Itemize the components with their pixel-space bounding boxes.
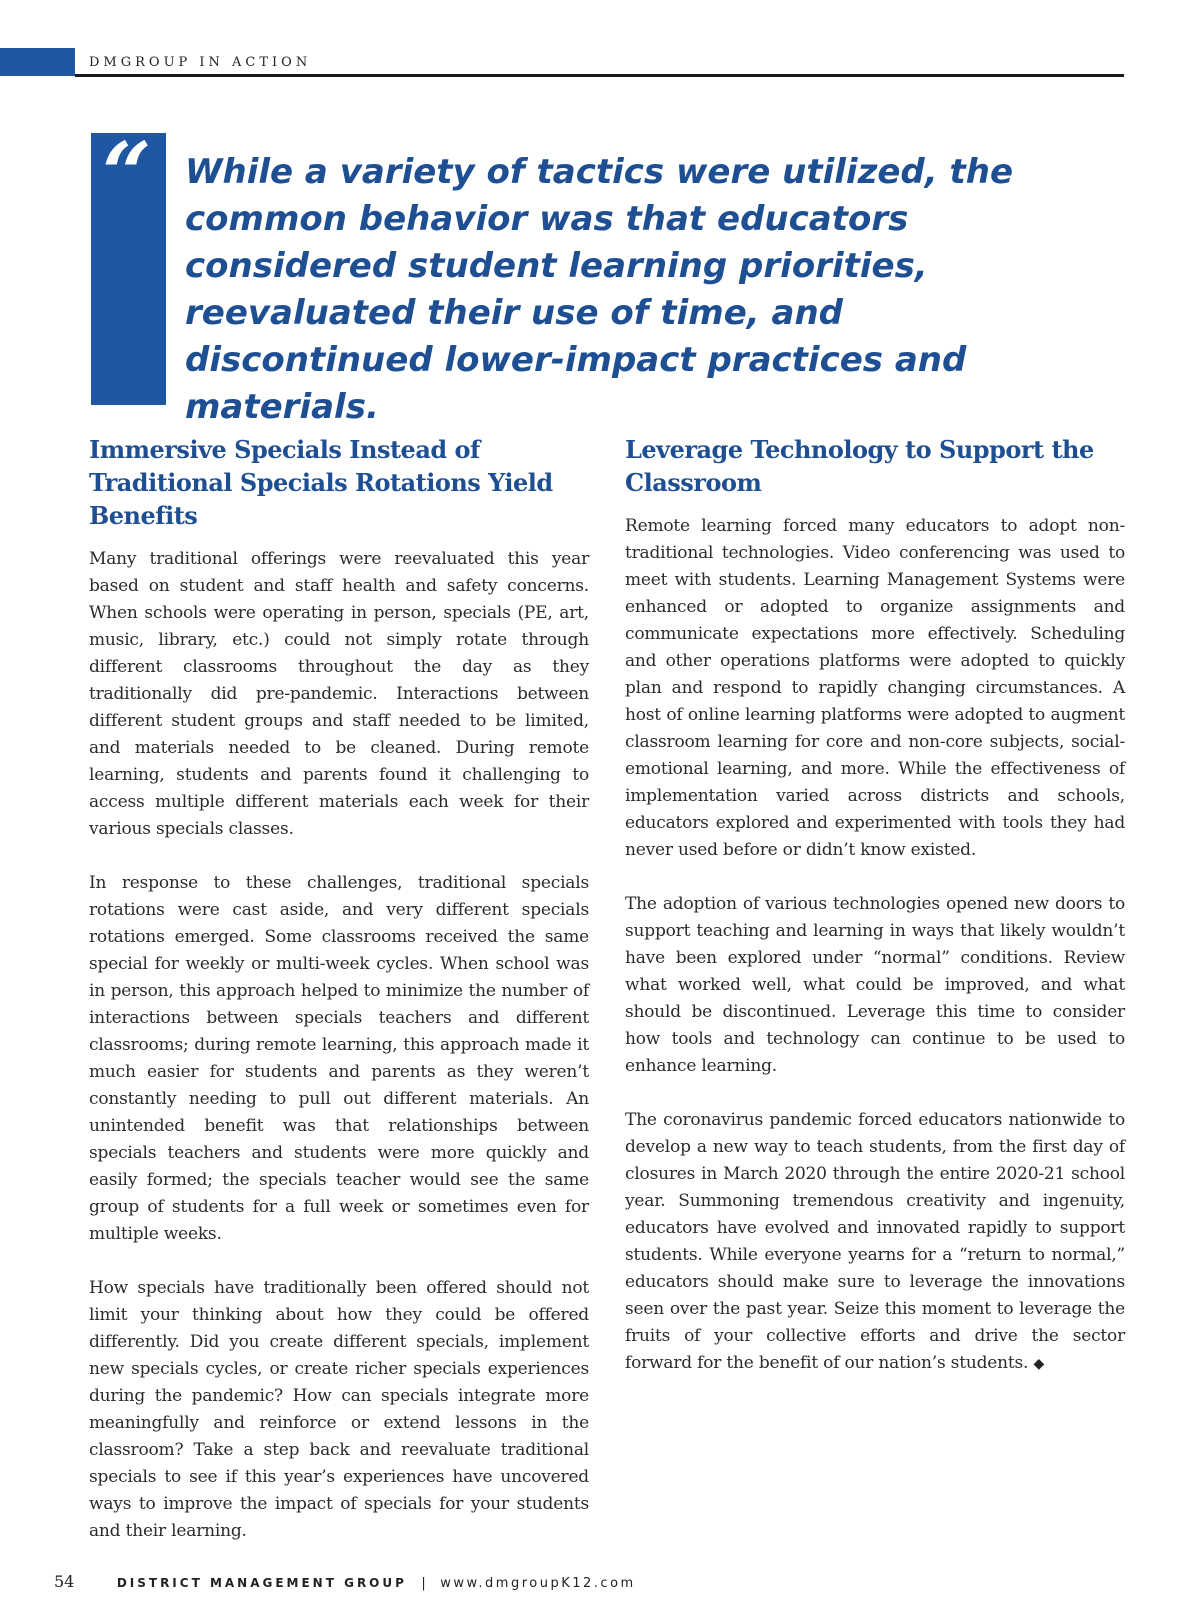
end-mark-icon: ◆	[1033, 1356, 1045, 1372]
left-paragraph-1: Many traditional offerings were reevaluated this year based on student and staff health and safety concerns. When schools were operating in person, specials (PE, art, music, library, etc.) could not simply rotate through different classrooms throughout the day as they traditionally did pre-pandemic. Interactions between different student groups and staff needed to be limited, and materials needed to be cleaned. During remote learning, students and parents found it challenging to access multiple different materials each week for their various specials classes.	[89, 549, 589, 839]
quote-mark-icon: “	[102, 124, 152, 225]
left-heading: Immersive Specials Instead of Traditional Specials Rotations Yield Benefits	[89, 435, 553, 530]
pull-quote-text: While a variety of tactics were utilized, the common behavior was that educators considered student learning priorities, reevaluated their use of time, and discontinued lower-impact practices and materials.	[185, 152, 1014, 427]
right-heading: Leverage Technology to Support the Classroom	[625, 435, 1094, 497]
right-paragraph-2: The adoption of various technologies opened new doors to support teaching and learning in ways that likely wouldn’t have been explored under “normal” conditions. Review what worked well, what could be improved, and what should be discontinued. Leverage this time to consider how tools and technology can continue to be used to enhance learning.	[625, 894, 1125, 1076]
right-paragraph-1: Remote learning forced many educators to adopt non-traditional technologies. Video conferencing was used to meet with students. Learning Management Systems were enhanced or adopted to organize assignments and communicate expectations more effectively. Scheduling and other operations platforms were adopted to quickly plan and respond to rapidly changing circumstances. A host of online learning platforms were adopted to augment classroom learning for core and non-core subjects, social-emotional learning, and more. While the effectiveness of implementation varied across districts and schools, educators explored and experimented with tools they had never used before or didn’t know existed.	[625, 516, 1125, 860]
right-column	[625, 433, 1125, 1405]
footer-website-link[interactable]: www.dmgroupK12.com	[440, 1576, 636, 1591]
page-footer	[54, 1572, 636, 1591]
left-paragraph-2: In response to these challenges, traditional specials rotations were cast aside, and very different specials rotations emerged. Some classrooms received the same special for weekly or multi-week cycles. When school was in person, this approach helped to minimize the number of interactions between specials teachers and different classrooms; during remote learning, this approach made it much easier for students and parents as they weren’t constantly needing to pull out different materials. An unintended benefit was that relationships between specials teachers and students were more quickly and easily formed; the specials teacher would see the same group of students for a full week or sometimes even for multiple weeks.	[89, 873, 589, 1244]
left-column	[89, 433, 589, 1572]
section-tab-accent	[0, 48, 75, 76]
header-rule	[75, 74, 1124, 77]
right-paragraph-3	[625, 1107, 1125, 1378]
right-paragraph-3-text: The coronavirus pandemic forced educators nationwide to develop a new way to teach students, from the first day of closures in March 2020 through the entire 2020-21 school year. Summoning tremendous creativity and ingenuity, educators have evolved and innovated rapidly to support students. While everyone yearns for a “return to normal,” educators should make sure to leverage the innovations seen over the past year. Seize this moment to leverage the fruits of your collective efforts and drive the sector forward for the benefit of our nation’s students.	[625, 1110, 1125, 1373]
left-paragraph-3: How specials have traditionally been offered should not limit your thinking about how they could be offered differently. Did you create different specials, implement new specials cycles, or create richer specials experiences during the pandemic? How can specials integrate more meaningfully and reinforce or extend lessons in the classroom? Take a step back and reevaluate traditional specials to see if this year’s experiences have uncovered ways to improve the impact of specials for your students and their learning.	[89, 1278, 589, 1541]
footer-organization: DISTRICT MANAGEMENT GROUP	[116, 1576, 407, 1590]
section-label: DMGROUP IN ACTION	[89, 55, 312, 70]
footer-separator: |	[421, 1576, 426, 1591]
page-number: 54	[54, 1572, 75, 1591]
